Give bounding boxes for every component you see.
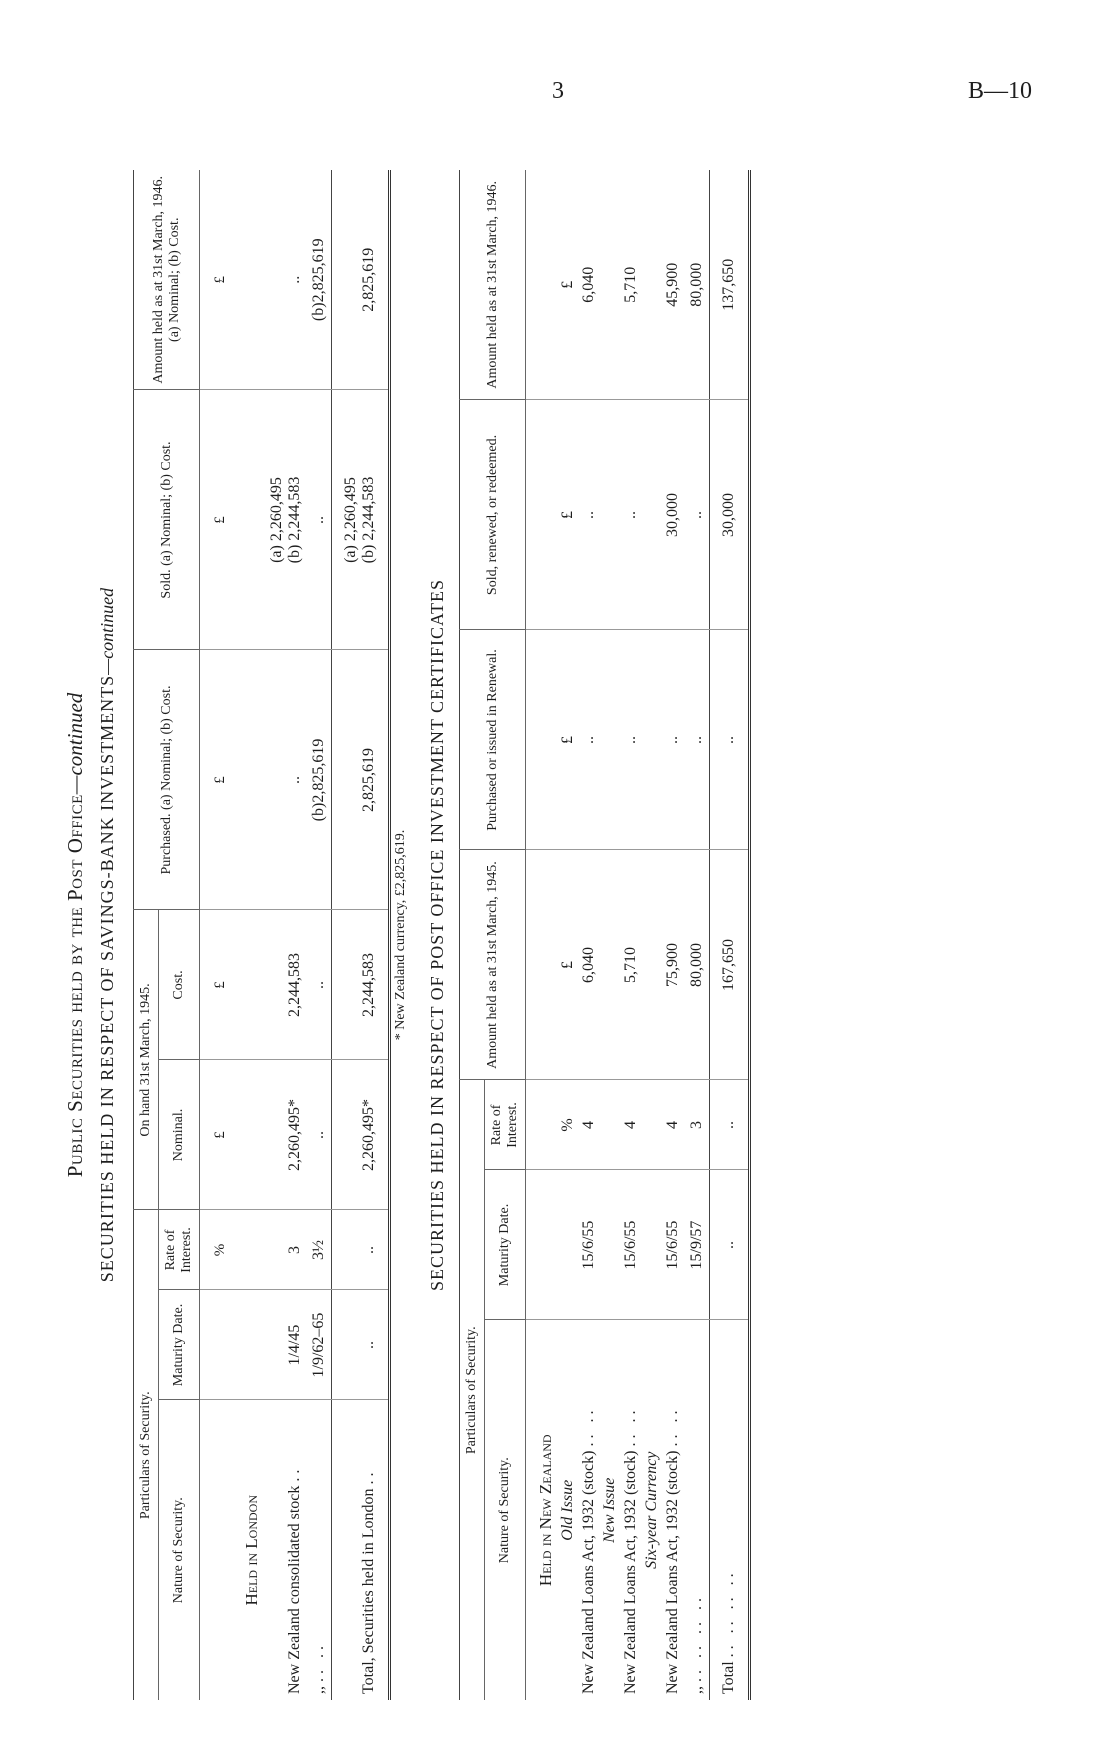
rotated-content <box>55 170 985 1700</box>
header-particulars: Particulars of Security. <box>134 1210 159 1700</box>
total-cost: 2,244,583 <box>332 910 390 1060</box>
table-row <box>265 170 307 1700</box>
amount-1945: 80,000 <box>685 850 710 1080</box>
unit-pound: £ <box>200 390 233 650</box>
security-nature: New Zealand consolidated stock .. <box>286 1465 304 1694</box>
amount-held: .. <box>265 170 307 390</box>
savings-bank-table <box>133 170 391 1700</box>
unit-pound: £ <box>200 910 233 1060</box>
security-nature: ,, .. .. <box>310 1642 328 1694</box>
unit-pound: £ <box>559 170 577 400</box>
total-sold <box>332 390 390 650</box>
maturity-date: 15/9/57 <box>685 1170 710 1320</box>
amount-held: (b)2,825,619 <box>307 170 332 390</box>
table1-heading-suffix: —continued <box>97 587 117 675</box>
header-purchased: Purchased. (a) Nominal; (b) Cost. <box>134 650 200 910</box>
main-heading <box>63 170 88 1700</box>
maturity-date: 1/9/62–65 <box>307 1290 332 1400</box>
table1-heading <box>97 170 118 1700</box>
table-row <box>619 170 643 1700</box>
header-maturity: Maturity Date. <box>485 1170 526 1320</box>
interest-rate: 3½ <box>307 1210 332 1290</box>
header-nominal: Nominal. <box>159 1060 200 1210</box>
cost-value: .. <box>307 910 332 1060</box>
table2-heading: SECURITIES HELD IN RESPECT OF POST OFFICE INVESTMENT CERTIFICATES <box>427 579 447 1291</box>
sold-value <box>265 390 307 650</box>
maturity-date: 15/6/55 <box>577 1170 601 1320</box>
header-maturity: Maturity Date. <box>159 1290 200 1400</box>
total-rate: .. <box>332 1210 390 1290</box>
header-sold: Sold. (a) Nominal; (b) Cost. <box>134 390 200 650</box>
maturity-date: 1/4/45 <box>265 1290 307 1400</box>
investment-certificates-table <box>459 170 751 1700</box>
header-cost: Cost. <box>159 910 200 1060</box>
total-amount-held: 2,825,619 <box>332 170 390 390</box>
header-nature: Nature of Security. <box>159 1400 200 1700</box>
subheading-row <box>643 170 661 1700</box>
amount-1945: 75,900 <box>661 850 685 1080</box>
total-maturity: .. <box>710 1170 750 1320</box>
total-label: Total .. .. .. .. <box>710 1320 750 1700</box>
subheading: Old Issue <box>559 1479 577 1541</box>
security-nature: New Zealand Loans Act, 1932 (stock) .. .. <box>664 1406 682 1694</box>
total-row <box>710 170 750 1700</box>
subheading-row <box>601 170 619 1700</box>
main-heading-text: Public Securities held by the Post Office <box>63 794 87 1178</box>
total-maturity: .. <box>332 1290 390 1400</box>
table-row <box>577 170 601 1700</box>
amount-1945: 6,040 <box>577 850 601 1080</box>
purchased-value: .. <box>619 630 643 850</box>
amount-1945: 5,710 <box>619 850 643 1080</box>
header-rate: Rate of Interest. <box>485 1080 526 1170</box>
purchased-value: .. <box>661 630 685 850</box>
header-amount-1945: Amount held as at 31st March, 1945. <box>460 850 526 1080</box>
interest-rate: 4 <box>619 1080 643 1170</box>
nominal-value: .. <box>307 1060 332 1210</box>
header-rate: Rate of Interest. <box>159 1210 200 1290</box>
security-nature: New Zealand Loans Act, 1932 (stock) .. .. <box>580 1406 598 1694</box>
amount-1946: 45,900 <box>661 170 685 400</box>
total-rate: .. <box>710 1080 750 1170</box>
nominal-value: 2,260,495* <box>265 1060 307 1210</box>
maturity-date: 15/6/55 <box>661 1170 685 1320</box>
total-label: Total, Securities held in London .. <box>332 1400 390 1700</box>
header-amount-1946: Amount held as at 31st March, 1946. <box>460 170 526 400</box>
total-sold-nominal: (a) 2,260,495 <box>342 477 360 563</box>
header-particulars: Particulars of Security. <box>460 1080 485 1700</box>
cost-value: 2,244,583 <box>265 910 307 1060</box>
table-row <box>661 170 685 1700</box>
total-amount-1945: 167,650 <box>710 850 750 1080</box>
sold-value: .. <box>307 390 332 650</box>
sold-value: .. <box>619 400 643 630</box>
sold-value: .. <box>685 400 710 630</box>
maturity-date: 15/6/55 <box>619 1170 643 1320</box>
header-sold: Sold, renewed, or redeemed. <box>460 400 526 630</box>
section-heading: Held in London <box>242 1495 262 1606</box>
page-number: 3 <box>552 78 564 104</box>
total-purchased: .. <box>710 630 750 850</box>
unit-pound: £ <box>559 400 577 630</box>
subheading: New Issue <box>601 1477 619 1543</box>
header-purchased: Purchased or issued in Renewal. <box>460 630 526 850</box>
sold-cost: (b) 2,244,583 <box>286 476 304 564</box>
unit-percent: % <box>200 1210 233 1290</box>
purchased-value: .. <box>265 650 307 910</box>
total-sold-cost: (b) 2,244,583 <box>360 476 378 564</box>
subheading: Six-year Currency <box>643 1451 661 1569</box>
main-heading-suffix: —continued <box>63 692 87 795</box>
interest-rate: 3 <box>265 1210 307 1290</box>
unit-pound: £ <box>200 170 233 390</box>
table-row <box>685 170 710 1700</box>
total-sold: 30,000 <box>710 400 750 630</box>
unit-pound: £ <box>559 850 577 1080</box>
unit-pound: £ <box>200 1060 233 1210</box>
table-row <box>307 170 332 1700</box>
sold-value: 30,000 <box>661 400 685 630</box>
currency-row <box>200 170 233 1700</box>
interest-rate: 4 <box>661 1080 685 1170</box>
purchased-value: (b)2,825,619 <box>307 650 332 910</box>
amount-1946: 6,040 <box>577 170 601 400</box>
purchased-value: .. <box>685 630 710 850</box>
section-row <box>526 170 560 1700</box>
table1-heading-text: SECURITIES HELD IN RESPECT OF SAVINGS-BANK INVESTMENTS <box>97 674 117 1283</box>
security-nature: New Zealand Loans Act, 1932 (stock) .. .. <box>622 1406 640 1694</box>
unit-pound: £ <box>200 650 233 910</box>
header-nature: Nature of Security. <box>485 1320 526 1700</box>
total-row <box>332 170 390 1700</box>
total-purchased: 2,825,619 <box>332 650 390 910</box>
security-nature: ,, .. .. .. .. <box>688 1594 706 1694</box>
interest-rate: 3 <box>685 1080 710 1170</box>
unit-percent: % <box>559 1080 577 1170</box>
header-amount-held: Amount held as at 31st March, 1946. (a) Nominal; (b) Cost. <box>134 170 200 390</box>
amount-1946: 5,710 <box>619 170 643 400</box>
interest-rate: 4 <box>577 1080 601 1170</box>
total-nominal: 2,260,495* <box>332 1060 390 1210</box>
purchased-value: .. <box>577 630 601 850</box>
section-row <box>232 170 265 1700</box>
header-on-hand: On hand 31st March, 1945. <box>134 910 159 1210</box>
sold-value: .. <box>577 400 601 630</box>
footnote: * New Zealand currency, £2,825,619. <box>393 829 408 1041</box>
sold-nominal: (a) 2,260,495 <box>268 477 286 563</box>
document-code: B—10 <box>968 78 1033 104</box>
unit-pound: £ <box>559 630 577 850</box>
amount-1946: 80,000 <box>685 170 710 400</box>
subheading-row <box>559 170 577 1700</box>
total-amount-1946: 137,650 <box>710 170 750 400</box>
section-heading: Held in New Zealand <box>536 1434 556 1587</box>
